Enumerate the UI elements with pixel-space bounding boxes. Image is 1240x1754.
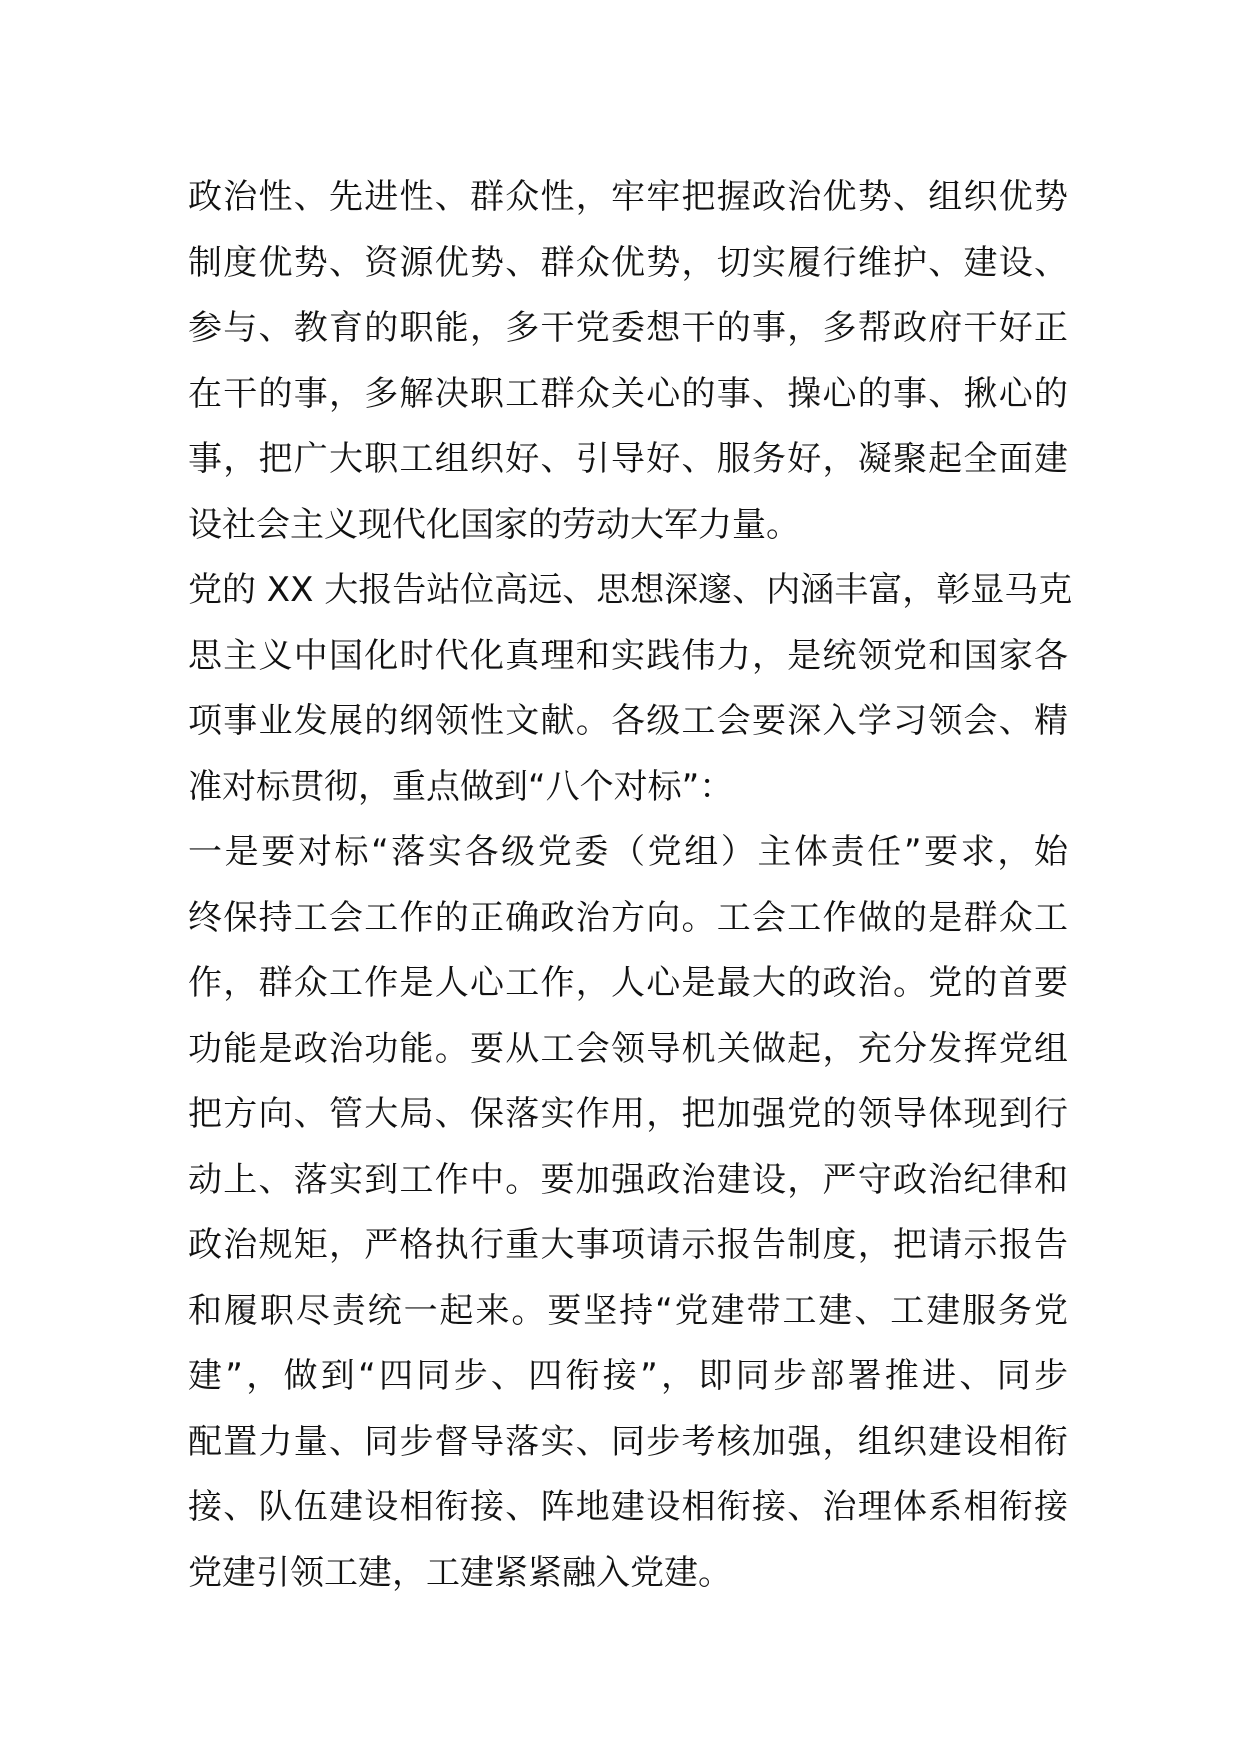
text-line: 项事业发展的纲领性文献。各级工会要深入学习领会、精 — [188, 701, 1068, 741]
text-line: 参与、教育的职能，多干党委想干的事，多帮政府干好正 — [188, 308, 1068, 348]
text-line: 一是要对标“落实各级党委（党组）主体责任”要求，始 — [188, 832, 1068, 872]
text-line: 事，把广大职工组织好、引导好、服务好，凝聚起全面建 — [188, 439, 1068, 479]
text-line: 党的 XX 大报告站位高远、思想深邃、内涵丰富，彰显马克 — [188, 570, 1073, 610]
text-line: 和履职尽责统一起来。要坚持“党建带工建、工建服务党 — [188, 1290, 1068, 1331]
text-line: 思主义中国化时代化真理和实践伟力，是统领党和国家各 — [188, 635, 1068, 676]
text-line: 政治规矩，严格执行重大事项请示报告制度，把请示报告 — [188, 1225, 1068, 1265]
text-line: 在干的事，多解决职工群众关心的事、操心的事、揪心的 — [188, 373, 1068, 414]
text-line: 终保持工会工作的正确政治方向。工会工作做的是群众工 — [188, 897, 1068, 938]
text-line: 功能是政治功能。要从工会领导机关做起，充分发挥党组 — [188, 1028, 1068, 1069]
text-line: 党建引领工建，工建紧紧融入党建。 — [188, 1552, 732, 1593]
text-line: 配置力量、同步督导落实、同步考核加强，组织建设相衔 — [188, 1421, 1068, 1462]
text-line: 把方向、管大局、保落实作用，把加强党的领导体现到行 — [188, 1094, 1068, 1134]
text-line: 作，群众工作是人心工作，人心是最大的政治。党的首要 — [188, 963, 1068, 1003]
text-line: 接、队伍建设相衔接、阵地建设相衔接、治理体系相衔接 — [188, 1487, 1068, 1527]
body-text — [188, 165, 1073, 1606]
text-line: 动上、落实到工作中。要加强政治建设，严守政治纪律和 — [188, 1159, 1068, 1200]
text-line: 准对标贯彻，重点做到“八个对标”： — [188, 766, 734, 807]
text-line: 政治性、先进性、群众性，牢牢把握政治优势、组织优势 — [188, 177, 1068, 217]
text-line: 制度优势、资源优势、群众优势，切实履行维护、建设、 — [188, 242, 1068, 283]
text-line: 建”，做到“四同步、四衔接”，即同步部署推进、同步 — [188, 1356, 1068, 1396]
text-line: 设社会主义现代化国家的劳动大军力量。 — [188, 504, 800, 545]
